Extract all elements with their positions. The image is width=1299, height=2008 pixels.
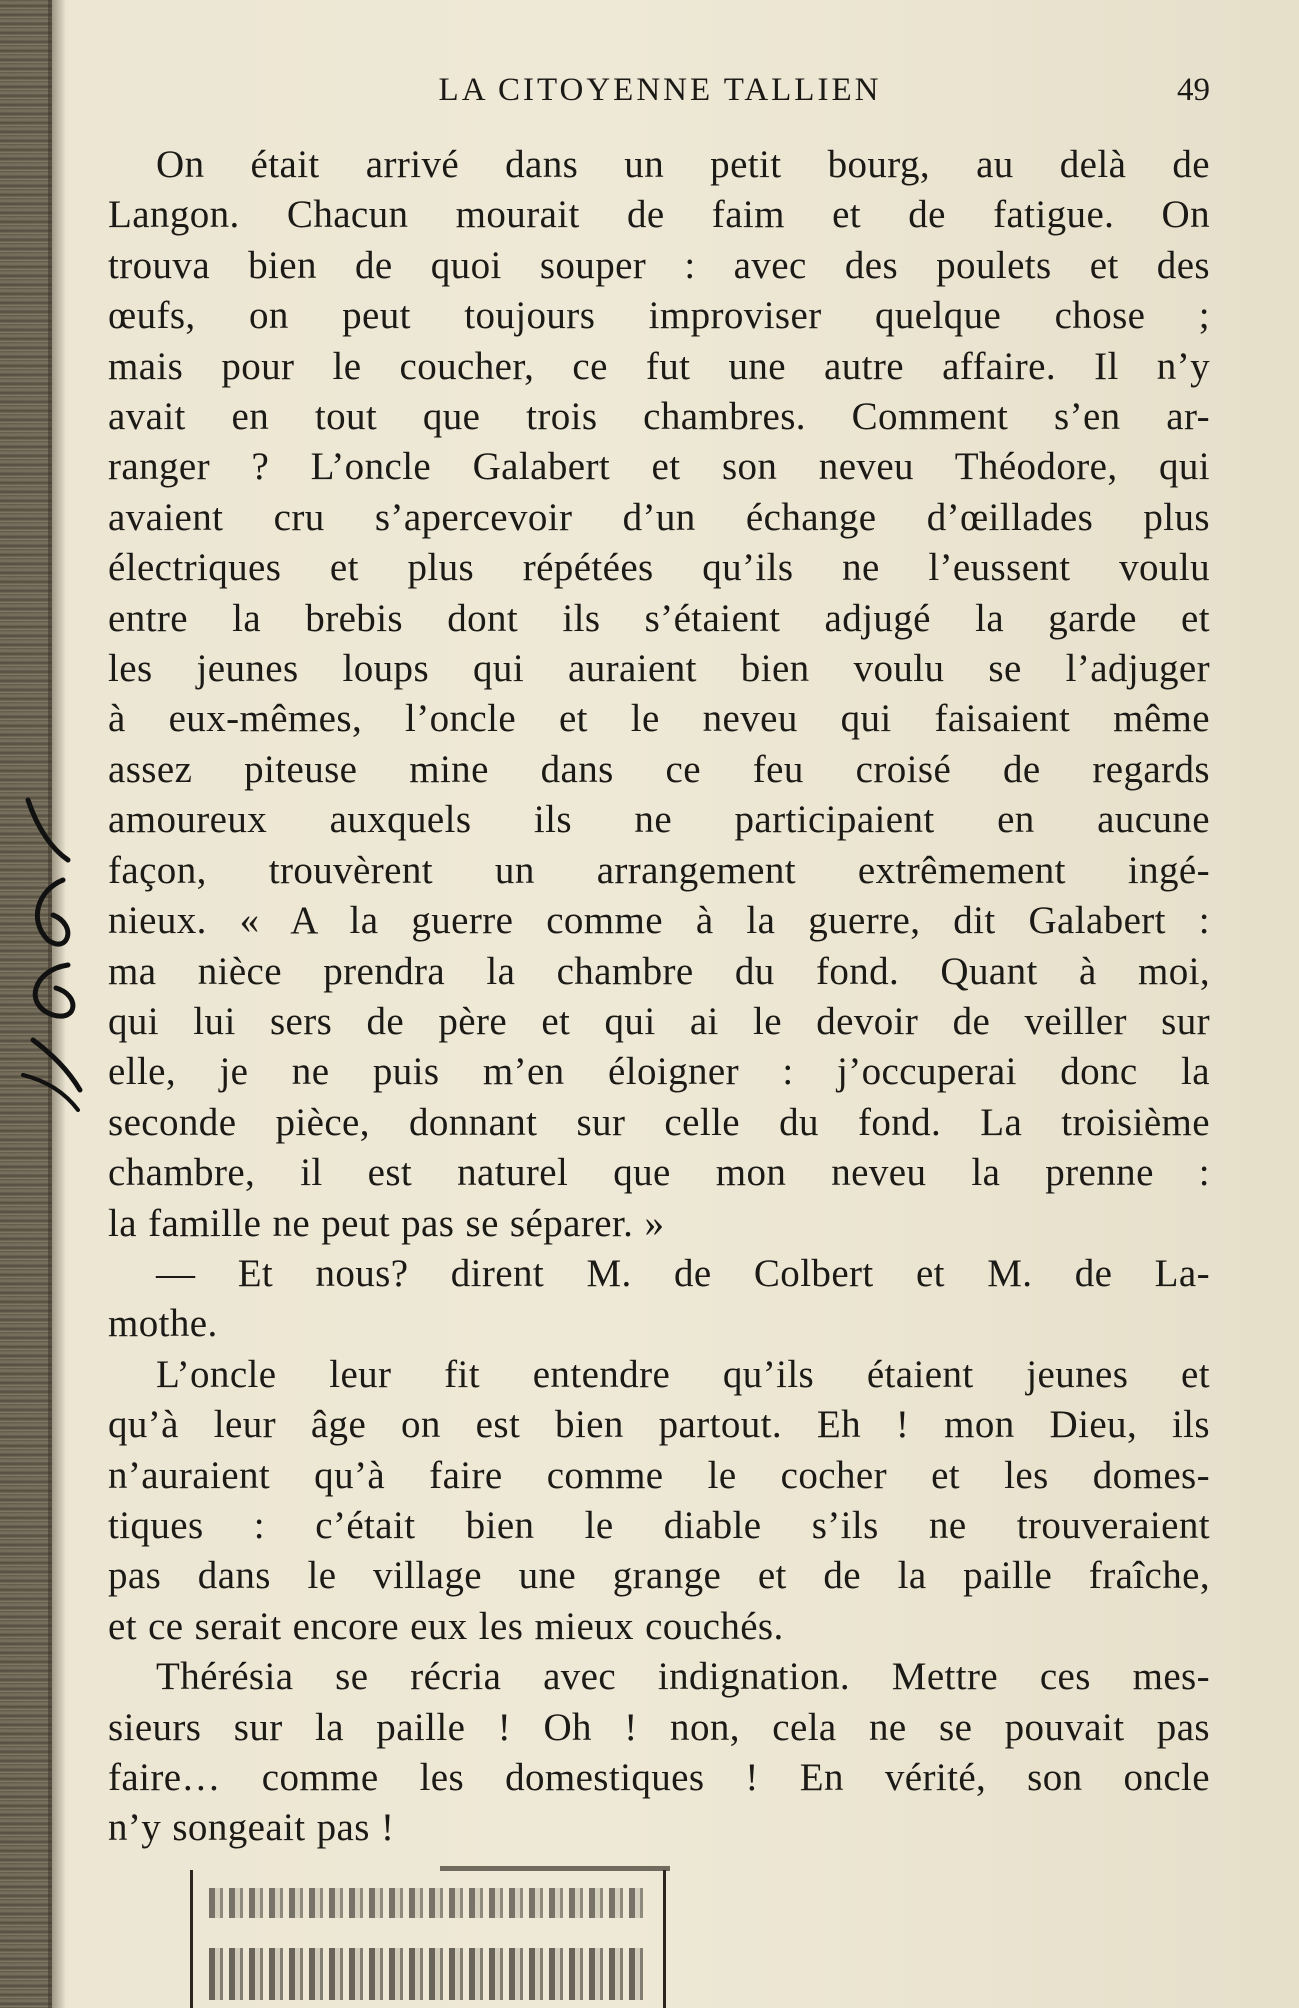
text-line: amoureux auxquels ils ne participaient en aucune [108,798,1210,842]
text-line: nieux. « A la guerre comme à la guerre, dit Galabert : [108,899,1210,943]
handwritten-margin-mark [8,790,98,1120]
text-line: n’y songeait pas ! [108,1806,395,1850]
text-line: qui lui sers de père et qui ai le devoir de veiller sur [108,999,1210,1043]
text-line: assez piteuse mine dans ce feu croisé de regards [108,747,1210,791]
text-line: la famille ne peut pas se séparer. » [108,1201,665,1245]
text-line: On était arrivé dans un petit bourg, au delà de [156,143,1210,186]
text-line: électriques et plus répétées qu’ils ne l’eussent voulu [108,546,1210,590]
paragraph-4 [108,1652,1210,1854]
paragraph-1 [108,140,1210,1249]
page-number: 49 [1177,72,1210,108]
text-line: ranger ? L’oncle Galabert et son neveu Théodore, qui [108,445,1210,489]
text-line: L’oncle leur fit entendre qu’ils étaient jeunes et [156,1352,1210,1396]
paragraph-2 [108,1249,1210,1350]
running-title: LA CITOYENNE TALLIEN [438,72,882,108]
text-line: œufs, on peut toujours improviser quelque chose ; [108,294,1210,338]
text-line: sieurs sur la paille ! Oh ! non, cela ne se pouvait pas [108,1705,1210,1749]
stamp-line [209,1948,647,2000]
text-line: — Et nous? dirent M. de Colbert et M. de La- [156,1251,1210,1295]
text-line: et ce serait encore eux les mieux couchés. [108,1604,784,1648]
text-line: faire… comme les domestiques ! En vérité, son oncle [108,1756,1210,1799]
text-line: Langon. Chacun mourait de faim et de fatigue. On [108,193,1210,237]
text-line: chambre, il est naturel que mon neveu la prenne : [108,1151,1210,1195]
text-line: n’auraient qu’à faire comme le cocher et les domes- [108,1453,1210,1497]
text-line: façon, trouvèrent un arrangement extrêmement ingé- [108,848,1210,892]
stamp-line [209,1888,647,1918]
text-line: seconde pièce, donnant sur celle du fond. La troisième [108,1100,1210,1144]
body-text [108,140,1210,1854]
text-line: pas dans le village une grange et de la paille fraîche, [108,1554,1210,1598]
text-line: à eux-mêmes, l’oncle et le neveu qui faisaient même [108,697,1210,741]
text-line: entre la brebis dont ils s’étaient adjugé la garde et [108,596,1210,640]
paragraph-3 [108,1350,1210,1652]
text-line: avait en tout que trois chambres. Comment s’en ar- [108,395,1210,439]
text-line: qu’à leur âge on est bien partout. Eh ! mon Dieu, ils [108,1403,1210,1447]
text-line: tiques : c’était bien le diable s’ils ne trouveraient [108,1503,1210,1547]
text-line: les jeunes loups qui auraient bien voulu se l’adjuger [108,647,1210,691]
page-header [110,72,1210,116]
text-line: mothe. [108,1302,218,1346]
text-line: elle, je ne puis m’en éloigner : j’occuperai donc la [108,1050,1210,1094]
text-line: ma nièce prendra la chambre du fond. Quant à moi, [108,949,1210,993]
text-line: trouva bien de quoi souper : avec des poulets et des [108,243,1210,287]
library-stamp [190,1870,666,2008]
text-line: avaient cru s’apercevoir d’un échange d’œillades plus [108,495,1210,539]
text-line: mais pour le coucher, ce fut une autre affaire. Il n’y [108,344,1210,388]
text-line: Thérésia se récria avec indignation. Mettre ces mes- [156,1655,1210,1699]
